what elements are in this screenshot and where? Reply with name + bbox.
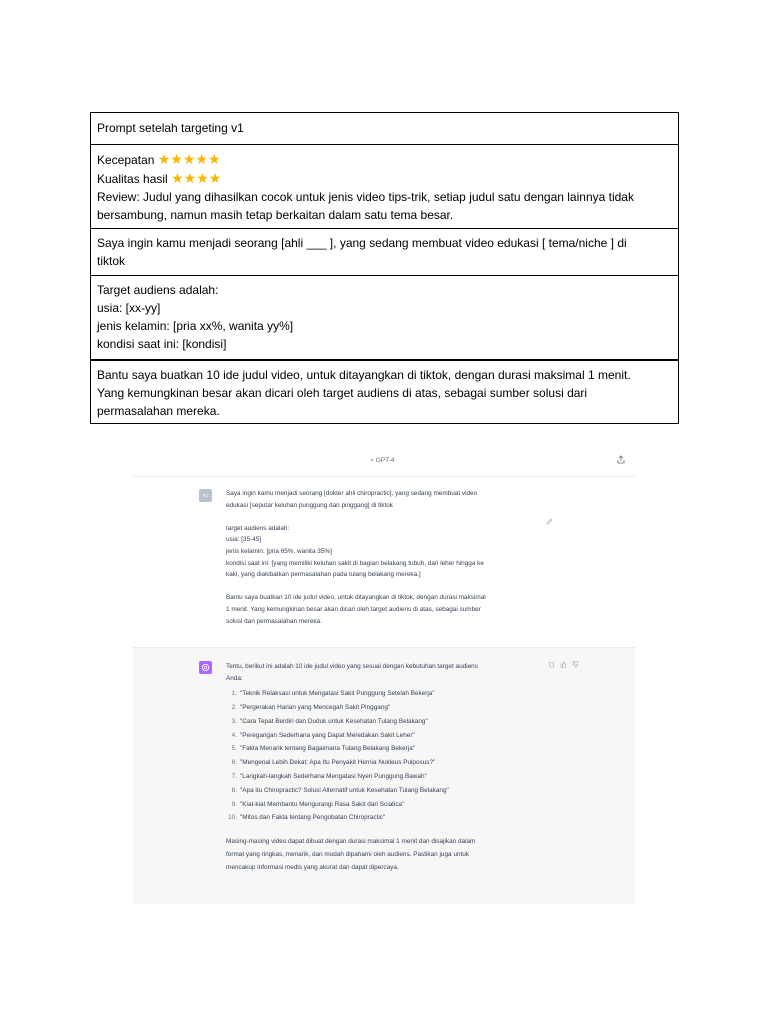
- thumbs-down-icon[interactable]: [572, 661, 579, 668]
- list-item-title: "Fakta Menarik tentang Bagaimana Tulang Belakang Bekerja": [240, 745, 416, 753]
- list-item-title: "Peregangan Sederhana yang Dapat Meredakan Sakit Leher": [240, 731, 415, 739]
- request-line: permasalahan mereka.: [97, 404, 220, 418]
- list-item: [226, 702, 541, 716]
- request-line: Bantu saya buatkan 10 ide judul video, untuk ditayangkan di tiktok, dengan durasi maksimal 1 menit.: [97, 368, 631, 382]
- target-age: usia: [xx-yy]: [97, 301, 161, 315]
- chat-screenshot: [133, 446, 635, 904]
- assistant-intro-line: Anda:: [226, 674, 243, 682]
- user-message-text: [226, 488, 541, 627]
- speed-rating: [97, 150, 672, 169]
- quality-label: Kualitas hasil: [97, 172, 168, 186]
- list-item-number: 9.: [231, 800, 237, 808]
- list-item: [226, 716, 541, 730]
- star-icon: ★: [195, 151, 208, 167]
- speed-label: Kecepatan: [97, 153, 155, 167]
- edit-icon[interactable]: [546, 518, 553, 525]
- list-item-number: 6.: [231, 759, 237, 767]
- thumbs-up-icon[interactable]: [560, 661, 567, 668]
- prompt-table: [90, 112, 679, 424]
- video-ideas-list: [226, 688, 541, 826]
- list-item-number: 8.: [231, 786, 237, 794]
- assistant-closing: [226, 835, 541, 874]
- star-icon: ★: [196, 170, 209, 186]
- list-item-title: "Kiat-kiat Membantu Mengurangi Rasa Sakit dari Sciatica": [240, 800, 405, 808]
- star-icon: ★: [208, 170, 222, 186]
- request-row: [91, 359, 678, 423]
- user-text-line: kaki, yang diakibatkan permasalahan pada tulang belakang mereka.]: [226, 571, 421, 579]
- closing-line: Masing-masing video dapat dibuat dengan durasi maksimal 1 menit dan disajikan dalam: [226, 838, 476, 846]
- list-item-number: 1.: [231, 690, 237, 698]
- table-title-row: [91, 113, 678, 144]
- user-text-line: jenis kelamin: [pria 65%, wanita 35%]: [226, 547, 332, 555]
- star-icon: ★: [171, 170, 184, 186]
- user-text-line: edukasi [seputar keluhan punggung dan pinggang] di tiktok: [226, 501, 393, 509]
- user-text-line: solusi dari permasalahan mereka.: [226, 617, 322, 625]
- list-item: [226, 743, 541, 757]
- copy-icon[interactable]: [548, 661, 555, 668]
- list-item: [226, 688, 541, 702]
- quality-rating: [97, 169, 672, 188]
- list-item-number: 4.: [231, 731, 237, 739]
- list-item-title: "Mitos dan Fakta tentang Pengobatan Chiropractic": [240, 814, 386, 822]
- review-text-line: Review: Judul yang dihasilkan cocok untuk jenis video tips-trik, setiap judul satu dengan lainnya tidak: [97, 190, 634, 204]
- list-item-title: "Apa itu Chiropractic? Solusi Alternatif untuk Kesehatan Tulang Belakang": [240, 786, 449, 794]
- openai-logo-icon: [199, 661, 212, 674]
- list-item-number: 2.: [231, 703, 237, 711]
- list-item: [226, 771, 541, 785]
- user-text-line: Bantu saya buatkan 10 ide judul video, untuk ditayangkan di tiktok, dengan durasi maksimal: [226, 594, 486, 602]
- list-item-title: "Cara Tepat Berdiri dan Duduk untuk Kesehatan Tulang Belakang": [240, 717, 428, 725]
- list-item-title: "Pergerakan Harian yang Mencegah Sakit Pinggang": [240, 703, 391, 711]
- user-text-line: Saya ingin kamu menjadi seorang [dokter ahli chiropractic], yang sedang membuat video: [226, 490, 478, 497]
- target-audience-row: [91, 275, 678, 359]
- list-item-title: "Mengenal Lebih Dekat: Apa Itu Penyakit Hernia Nukleus Pulposus?": [240, 759, 436, 767]
- assistant-message: [133, 648, 635, 904]
- review-text-line: bersambung, namun masih tetap berkaitan dalam satu tema besar.: [97, 208, 454, 222]
- role-prompt-line: tiktok: [97, 254, 126, 268]
- message-actions: [548, 661, 579, 668]
- closing-line: mencakup informasi medis yang akurat dan dapat dipercaya.: [226, 864, 399, 872]
- quality-stars: [171, 170, 221, 186]
- user-text-line: kondisi saat ini: [yang memiliki keluhan sakit di bagian belakang tubuh, dari leher hingga ke: [226, 559, 484, 567]
- target-title: Target audiens adalah:: [97, 283, 219, 297]
- model-label: ⌁ GPT-4: [370, 457, 395, 464]
- star-icon: ★: [207, 151, 221, 167]
- user-text-line: 1 menit. Yang kemungkinan besar akan dicari oleh target audiens di atas, sebagai sumber: [226, 605, 481, 613]
- user-text-line: target audiens adalah:: [226, 524, 290, 532]
- star-icon: ★: [157, 151, 171, 167]
- list-item: [226, 785, 541, 799]
- user-text-line: usia: [35-45]: [226, 536, 262, 544]
- list-item: [226, 799, 541, 813]
- list-item: [226, 730, 541, 744]
- target-gender: jenis kelamin: [pria xx%, wanita yy%]: [97, 319, 294, 333]
- model-name: GPT-4: [375, 457, 395, 464]
- list-item: [226, 812, 541, 826]
- assistant-avatar: [199, 661, 212, 674]
- list-item-title: "Teknik Relaksasi untuk Mengatasi Sakit Punggung Setelah Bekerja": [240, 690, 435, 698]
- target-condition: kondisi saat ini: [kondisi]: [97, 337, 227, 351]
- star-icon: ★: [183, 170, 197, 186]
- user-message: [133, 477, 635, 648]
- list-item-number: 5.: [231, 745, 237, 753]
- list-item-title: "Langkah-langkah Sederhana Mengatasi Nyeri Punggung Bawah": [240, 772, 427, 780]
- list-item-number: 7.: [231, 772, 237, 780]
- table-title: Prompt setelah targeting v1: [97, 121, 244, 135]
- request-line: Yang kemungkinan besar akan dicari oleh target audiens di atas, sebagai sumber solusi dari: [97, 386, 588, 400]
- star-icon: ★: [182, 151, 196, 167]
- rating-row: [91, 144, 678, 228]
- chat-header: [133, 446, 635, 477]
- share-icon[interactable]: [617, 455, 625, 464]
- assistant-message-text: [226, 661, 541, 874]
- list-item: [226, 757, 541, 771]
- star-icon: ★: [170, 151, 183, 167]
- role-prompt-line: Saya ingin kamu menjadi seorang [ahli ___ ], yang sedang membuat video edukasi [ tema/niche ] di: [97, 236, 627, 250]
- list-item-number: 10.: [228, 814, 237, 822]
- role-prompt-row: [91, 228, 678, 275]
- closing-line: format yang ringkas, menarik, dan mudah dipahami oleh audiens. Pastikan juga untuk: [226, 851, 469, 859]
- list-item-number: 3.: [231, 717, 237, 725]
- assistant-intro-line: Tentu, berikut ini adalah 10 ide judul video yang sesuai dengan kebutuhan target audiens: [226, 663, 478, 670]
- user-avatar: R.I: [199, 489, 212, 502]
- speed-stars: [158, 151, 221, 167]
